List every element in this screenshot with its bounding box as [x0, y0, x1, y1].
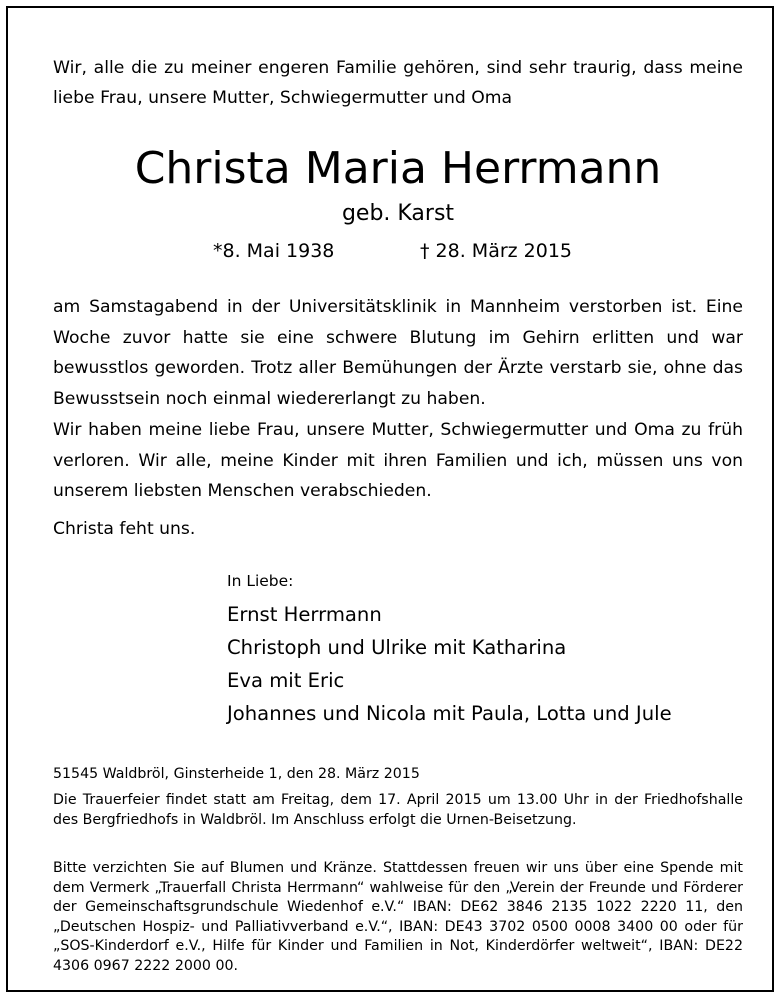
intro-text: Wir, alle die zu meiner engeren Familie gehören, sind sehr traurig, dass meine liebe Frau, unsere Mutter, Schwiegermutter und Oma — [53, 58, 743, 108]
address-date: 51545 Waldbröl, Ginsterheide 1, den 28. März 2015 — [53, 766, 420, 782]
paragraph-family-loss: Wir haben meine liebe Frau, unsere Mutter, Schwiegermutter und Oma zu früh verloren. Wir alle, meine Kinder mit ihren Familien und ich, müssen uns von unserem liebsten Menschen verabschieden. — [53, 420, 743, 501]
funeral-info: Die Trauerfeier findet statt am Freitag, dem 17. April 2015 um 13.00 Uhr in der Friedhofshalle des Bergfriedhofs in Waldbröl. Im Anschluss erfolgt die Urnen-Beisetzung. — [53, 792, 743, 828]
signature-label: In Liebe: — [227, 572, 294, 590]
deceased-name: Christa Maria Herrmann — [134, 143, 662, 194]
signature-name: Johannes und Nicola mit Paula, Lotta und Jule — [227, 702, 672, 725]
signature-name: Christoph und Ulrike mit Katharina — [227, 636, 567, 659]
donation-info: Bitte verzichten Sie auf Blumen und Kränze. Stattdessen freuen wir uns über eine Spende mit dem Vermerk „Trauerfall Christa Herrmann“ wahlweise für den „Verein der Freunde und Förderer der Gemeinschaftsgrundschule Wiedenhof e.V.“ IBAN: DE62 3846 2135 1022 2220 11, den „Deutschen Hospiz- und Palliativverband e.V.“, IBAN: DE43 3702 0500 0008 3400 00 oder für „SOS-Kinderdorf e.V., Hilfe für Kinder und Familien in Not, Kinderdörfer weltweit“, IBAN: DE22 4306 0967 2222 2000 00. — [53, 860, 743, 974]
paragraph-closing: Christa feht uns. — [53, 519, 196, 539]
death-date: † 28. März 2015 — [420, 240, 573, 262]
paragraph-death-circumstances: am Samstagabend in der Universitätsklinik in Mannheim verstorben ist. Eine Woche zuvor hatte sie eine schwere Blutung im Gehirn erlitten und war bewusstlos geworden. Trotz aller Bemühungen der Ärzte verstarb sie, ohne das Bewusstsein noch einmal wiedererlangt zu haben. — [53, 297, 743, 409]
notice-frame — [6, 6, 774, 992]
signature-name: Ernst Herrmann — [227, 603, 382, 626]
signature-name: Eva mit Eric — [227, 669, 345, 692]
signature-names — [227, 598, 672, 730]
birth-date: *8. Mai 1938 — [213, 240, 335, 262]
maiden-name: geb. Karst — [341, 201, 455, 226]
